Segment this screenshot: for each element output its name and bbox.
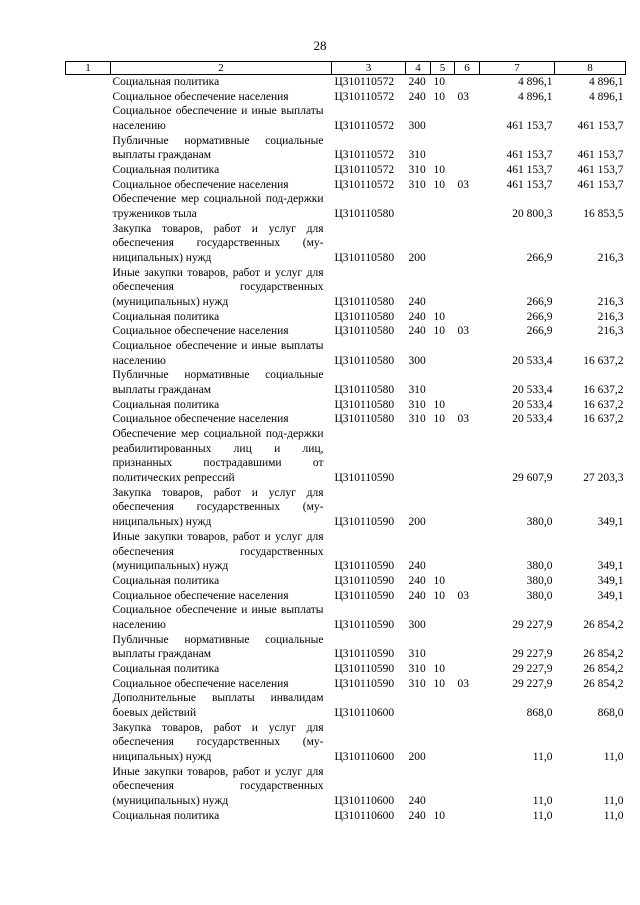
- target-code: Ц310110580: [334, 398, 395, 411]
- column-header: 7: [480, 62, 555, 75]
- target-code: Ц310110572: [334, 90, 395, 103]
- subsection: [455, 163, 480, 178]
- section: [431, 266, 455, 310]
- row-number-cell: [66, 368, 111, 397]
- expense-type: 310: [408, 413, 426, 426]
- section: 10: [433, 90, 445, 103]
- row-number-cell: [66, 192, 111, 221]
- expense-type: 240: [408, 310, 426, 323]
- subsection: [455, 721, 480, 765]
- row-number-cell: [66, 662, 111, 677]
- amount-col8: 349,1: [597, 560, 624, 573]
- column-header: 2: [111, 62, 332, 75]
- subsection: [455, 222, 480, 266]
- amount-col8: 26 854,2: [583, 648, 624, 661]
- subsection: [455, 633, 480, 662]
- amount-col7: 11,0: [532, 809, 553, 822]
- target-code: Ц310110600: [334, 706, 395, 719]
- table-row: [66, 104, 626, 133]
- target-code: Ц310110590: [334, 662, 395, 675]
- amount-col7: 266,9: [526, 310, 553, 323]
- target-code: Ц310110590: [334, 574, 395, 587]
- amount-col8: 11,0: [603, 794, 624, 807]
- column-header: 1: [66, 62, 111, 75]
- amount-col8: 16 637,2: [583, 413, 624, 426]
- section: 10: [433, 178, 445, 191]
- amount-col8: 4 896,1: [589, 90, 624, 103]
- row-number-cell: [66, 809, 111, 824]
- column-header: 6: [455, 62, 480, 75]
- item-name: Иные закупки товаров, работ и услуг для обеспечения государственных (муниципальных) нужд: [112, 266, 324, 309]
- expense-type: 310: [408, 677, 426, 690]
- expense-type: 240: [408, 589, 426, 602]
- amount-col8: 216,3: [597, 310, 624, 323]
- amount-col8: 26 854,2: [583, 618, 624, 631]
- subsection: [455, 192, 480, 221]
- expense-type: 200: [408, 750, 426, 763]
- column-header: 4: [406, 62, 431, 75]
- item-name: Иные закупки товаров, работ и услуг для обеспечения государственных (муниципальных) нужд: [112, 765, 324, 807]
- amount-col8: 27 203,3: [583, 472, 624, 485]
- amount-col7: 4 896,1: [518, 90, 553, 103]
- row-number-cell: [66, 310, 111, 325]
- amount-col7: 380,0: [526, 516, 553, 529]
- expense-type: 310: [408, 662, 426, 675]
- expense-type: 240: [408, 794, 426, 807]
- target-code: Ц310110580: [334, 310, 395, 323]
- item-name: Социальное обеспечение и иные выплаты населению: [112, 340, 324, 367]
- row-number-cell: [66, 603, 111, 632]
- table-row: [66, 368, 626, 397]
- amount-col8: 868,0: [597, 706, 624, 719]
- row-number-cell: [66, 339, 111, 368]
- row-number-cell: [66, 677, 111, 692]
- table-row: [66, 398, 626, 413]
- subsection: [455, 339, 480, 368]
- row-number-cell: [66, 104, 111, 133]
- table-row: [66, 677, 626, 692]
- amount-col8: 16 637,2: [583, 398, 624, 411]
- row-number-cell: [66, 222, 111, 266]
- subsection: 03: [457, 178, 469, 191]
- section: [431, 633, 455, 662]
- amount-col8: 16 637,2: [583, 354, 624, 367]
- item-name: Социальная политика: [112, 809, 220, 822]
- amount-col7: 29 227,9: [512, 677, 553, 690]
- amount-col7: 20 533,4: [512, 384, 553, 397]
- amount-col8: 349,1: [597, 516, 624, 529]
- item-name: Социальное обеспечение и иные выплаты населению: [112, 105, 324, 133]
- target-code: Ц310110600: [334, 794, 395, 807]
- table-row: [66, 589, 626, 604]
- amount-col7: 266,9: [526, 325, 553, 338]
- expense-type: 310: [408, 398, 426, 411]
- section: 10: [433, 164, 445, 177]
- row-number-cell: [66, 178, 111, 193]
- amount-col8: 461 153,7: [577, 149, 624, 162]
- item-name: Иные закупки товаров, работ и услуг для обеспечения государственных (муниципальных) нужд: [112, 530, 324, 573]
- amount-col7: 11,0: [532, 750, 553, 763]
- column-header: 8: [555, 62, 626, 75]
- row-number-cell: [66, 633, 111, 662]
- expense-type: [406, 427, 431, 486]
- table-row: [66, 412, 626, 427]
- subsection: [455, 574, 480, 589]
- row-number-cell: [66, 412, 111, 427]
- subsection: [455, 603, 480, 632]
- amount-col8: 11,0: [603, 809, 624, 822]
- item-name: Социальная политика: [112, 574, 220, 587]
- subsection: [455, 530, 480, 574]
- item-name: Социальная политика: [112, 662, 220, 675]
- table-row: [66, 266, 626, 310]
- row-number-cell: [66, 530, 111, 574]
- subsection: [455, 662, 480, 677]
- subsection: [455, 134, 480, 163]
- amount-col8: 216,3: [597, 252, 624, 265]
- item-name: Дополнительные выплаты инвалидам боевых действий: [112, 692, 324, 719]
- section: 10: [433, 574, 445, 587]
- subsection: [455, 104, 480, 133]
- expense-type: 200: [408, 252, 426, 265]
- target-code: Ц310110580: [334, 325, 395, 338]
- target-code: Ц310110580: [334, 384, 395, 397]
- item-name: Публичные нормативные социальные выплаты гражданам: [112, 369, 324, 397]
- target-code: Ц310110600: [334, 750, 395, 763]
- section: [431, 192, 455, 221]
- table-row: [66, 530, 626, 574]
- table-row: [66, 163, 626, 178]
- item-name: Социальное обеспечение населения: [112, 178, 289, 191]
- row-number-cell: [66, 134, 111, 163]
- table-row: [66, 75, 626, 90]
- section: 10: [433, 310, 445, 323]
- expense-type: [406, 691, 431, 720]
- subsection: [455, 809, 480, 824]
- expense-type: 310: [408, 149, 426, 162]
- target-code: Ц310110580: [334, 208, 395, 221]
- section: [431, 603, 455, 632]
- target-code: Ц310110572: [334, 178, 395, 191]
- expense-type: [406, 192, 431, 221]
- amount-col7: 20 533,4: [512, 413, 553, 426]
- section: [431, 691, 455, 720]
- amount-col7: 11,0: [532, 794, 553, 807]
- amount-col7: 20 800,3: [512, 208, 553, 221]
- table-body: [66, 75, 626, 824]
- amount-col8: 16 853,5: [583, 208, 624, 221]
- amount-col7: 461 153,7: [506, 149, 553, 162]
- section: 10: [433, 589, 445, 602]
- table-row: [66, 486, 626, 530]
- row-number-cell: [66, 574, 111, 589]
- expense-type: 300: [408, 120, 426, 133]
- section: [431, 721, 455, 765]
- row-number-cell: [66, 765, 111, 809]
- table-row: [66, 339, 626, 368]
- subsection: [455, 398, 480, 413]
- amount-col7: 29 607,9: [512, 472, 553, 485]
- target-code: Ц310110590: [334, 472, 395, 485]
- target-code: Ц310110572: [334, 76, 395, 88]
- amount-col7: 380,0: [526, 574, 553, 587]
- subsection: 03: [457, 90, 469, 103]
- row-number-cell: [66, 427, 111, 486]
- amount-col7: 380,0: [526, 589, 553, 602]
- expense-type: 300: [408, 354, 426, 367]
- table-row: [66, 427, 626, 486]
- subsection: [455, 266, 480, 310]
- subsection: [455, 368, 480, 397]
- row-number-cell: [66, 163, 111, 178]
- section: [431, 368, 455, 397]
- amount-col8: 349,1: [597, 574, 624, 587]
- subsection: 03: [457, 325, 469, 338]
- subsection: [455, 765, 480, 809]
- item-name: Социальное обеспечение населения: [112, 413, 289, 426]
- amount-col7: 461 153,7: [506, 178, 553, 191]
- amount-col7: 266,9: [526, 252, 553, 265]
- target-code: Ц310110600: [334, 809, 395, 822]
- table-row: [66, 324, 626, 339]
- section: 10: [433, 677, 445, 690]
- section: [431, 339, 455, 368]
- section: [431, 222, 455, 266]
- expense-type: 240: [408, 296, 426, 309]
- target-code: Ц310110590: [334, 560, 395, 573]
- target-code: Ц310110572: [334, 120, 395, 133]
- target-code: Ц310110572: [334, 164, 395, 177]
- target-code: Ц310110590: [334, 618, 395, 631]
- row-number-cell: [66, 324, 111, 339]
- amount-col7: 20 533,4: [512, 354, 553, 367]
- section: [431, 486, 455, 530]
- amount-col8: 216,3: [597, 296, 624, 309]
- amount-col7: 380,0: [526, 560, 553, 573]
- section: [431, 530, 455, 574]
- amount-col8: 11,0: [603, 750, 624, 763]
- table-row: [66, 809, 626, 824]
- row-number-cell: [66, 691, 111, 720]
- table-row: [66, 90, 626, 105]
- item-name: Социальное обеспечение населения: [112, 90, 289, 103]
- table-row: [66, 765, 626, 809]
- item-name: Публичные нормативные социальные выплаты гражданам: [112, 633, 324, 661]
- table-row: [66, 662, 626, 677]
- target-code: Ц310110580: [334, 413, 395, 426]
- subsection: [455, 691, 480, 720]
- expense-type: 240: [408, 560, 426, 573]
- table-row: [66, 310, 626, 325]
- expense-type: 200: [408, 516, 426, 529]
- item-name: Обеспечение мер социальной под-держки тружеников тыла: [112, 193, 324, 221]
- row-number-cell: [66, 486, 111, 530]
- item-name: Социальная политика: [112, 398, 220, 411]
- item-name: Социальное обеспечение населения: [112, 677, 289, 690]
- section: 10: [433, 662, 445, 675]
- amount-col7: 29 227,9: [512, 648, 553, 661]
- item-name: Социальное обеспечение населения: [112, 325, 289, 338]
- item-name: Закупка товаров, работ и услуг для обеспечения государственных (му-ниципальных) нужд: [112, 486, 324, 529]
- item-name: Социальное обеспечение населения: [112, 589, 289, 602]
- table-row: [66, 178, 626, 193]
- amount-col8: 461 153,7: [577, 164, 624, 177]
- expense-type: 310: [408, 178, 426, 191]
- row-number-cell: [66, 90, 111, 105]
- item-name: Закупка товаров, работ и услуг для обеспечения государственных (му-ниципальных) нужд: [112, 222, 324, 265]
- table-row: [66, 691, 626, 720]
- amount-col8: 16 637,2: [583, 384, 624, 397]
- amount-col7: 266,9: [526, 296, 553, 309]
- target-code: Ц310110580: [334, 252, 395, 265]
- table-row: [66, 603, 626, 632]
- target-code: Ц310110580: [334, 296, 395, 309]
- section: 10: [433, 325, 445, 338]
- item-name: Обеспечение мер социальной под-держки реабилитированных лиц и лиц, признанных пострадавшими от политических репрессий: [112, 428, 324, 485]
- page-number: 28: [313, 38, 327, 53]
- subsection: [455, 310, 480, 325]
- item-name: Публичные нормативные социальные выплаты гражданам: [112, 134, 324, 162]
- budget-table: [65, 61, 626, 823]
- amount-col8: 4 896,1: [589, 76, 624, 88]
- expense-type: 300: [408, 618, 426, 631]
- expense-type: 240: [408, 76, 426, 88]
- section: 10: [433, 398, 445, 411]
- amount-col7: 29 227,9: [512, 618, 553, 631]
- row-number-cell: [66, 721, 111, 765]
- row-number-cell: [66, 589, 111, 604]
- section: [431, 765, 455, 809]
- column-header: 3: [332, 62, 406, 75]
- row-number-cell: [66, 266, 111, 310]
- section: 10: [433, 413, 445, 426]
- expense-type: 310: [408, 648, 426, 661]
- target-code: Ц310110580: [334, 354, 395, 367]
- amount-col7: 461 153,7: [506, 120, 553, 133]
- amount-col8: 461 153,7: [577, 178, 624, 191]
- amount-col7: 4 896,1: [518, 76, 553, 88]
- item-name: Закупка товаров, работ и услуг для обеспечения государственных (му-ниципальных) нужд: [112, 721, 324, 763]
- section: 10: [433, 76, 445, 88]
- section: [431, 104, 455, 133]
- amount-col7: 461 153,7: [506, 164, 553, 177]
- target-code: Ц310110572: [334, 149, 395, 162]
- column-number-row: [66, 62, 626, 75]
- expense-type: 310: [408, 384, 426, 397]
- amount-col7: 868,0: [526, 706, 553, 719]
- expense-type: 240: [408, 574, 426, 587]
- item-name: Социальная политика: [112, 164, 220, 177]
- item-name: Социальная политика: [112, 76, 220, 88]
- table-row: [66, 633, 626, 662]
- target-code: Ц310110590: [334, 677, 395, 690]
- table-row: [66, 134, 626, 163]
- expense-type: 240: [408, 809, 426, 822]
- section: [431, 427, 455, 486]
- subsection: [455, 75, 480, 90]
- expense-type: 310: [408, 164, 426, 177]
- expense-type: 240: [408, 90, 426, 103]
- amount-col7: 20 533,4: [512, 398, 553, 411]
- subsection: 03: [457, 589, 469, 602]
- section: [431, 134, 455, 163]
- table-row: [66, 721, 626, 765]
- target-code: Ц310110590: [334, 589, 395, 602]
- amount-col8: 216,3: [597, 325, 624, 338]
- row-number-cell: [66, 75, 111, 90]
- table-row: [66, 192, 626, 221]
- target-code: Ц310110590: [334, 648, 395, 661]
- table-row: [66, 222, 626, 266]
- target-code: Ц310110590: [334, 516, 395, 529]
- row-number-cell: [66, 398, 111, 413]
- amount-col8: 461 153,7: [577, 120, 624, 133]
- amount-col8: 26 854,2: [583, 677, 624, 690]
- subsection: 03: [457, 413, 469, 426]
- item-name: Социальное обеспечение и иные выплаты населению: [112, 604, 324, 631]
- subsection: [455, 427, 480, 486]
- column-header: 5: [431, 62, 455, 75]
- subsection: 03: [457, 677, 469, 690]
- table-row: [66, 574, 626, 589]
- amount-col8: 26 854,2: [583, 662, 624, 675]
- section: 10: [433, 809, 445, 822]
- expense-type: 240: [408, 325, 426, 338]
- amount-col8: 349,1: [597, 589, 624, 602]
- amount-col7: 29 227,9: [512, 662, 553, 675]
- subsection: [455, 486, 480, 530]
- item-name: Социальная политика: [112, 310, 220, 323]
